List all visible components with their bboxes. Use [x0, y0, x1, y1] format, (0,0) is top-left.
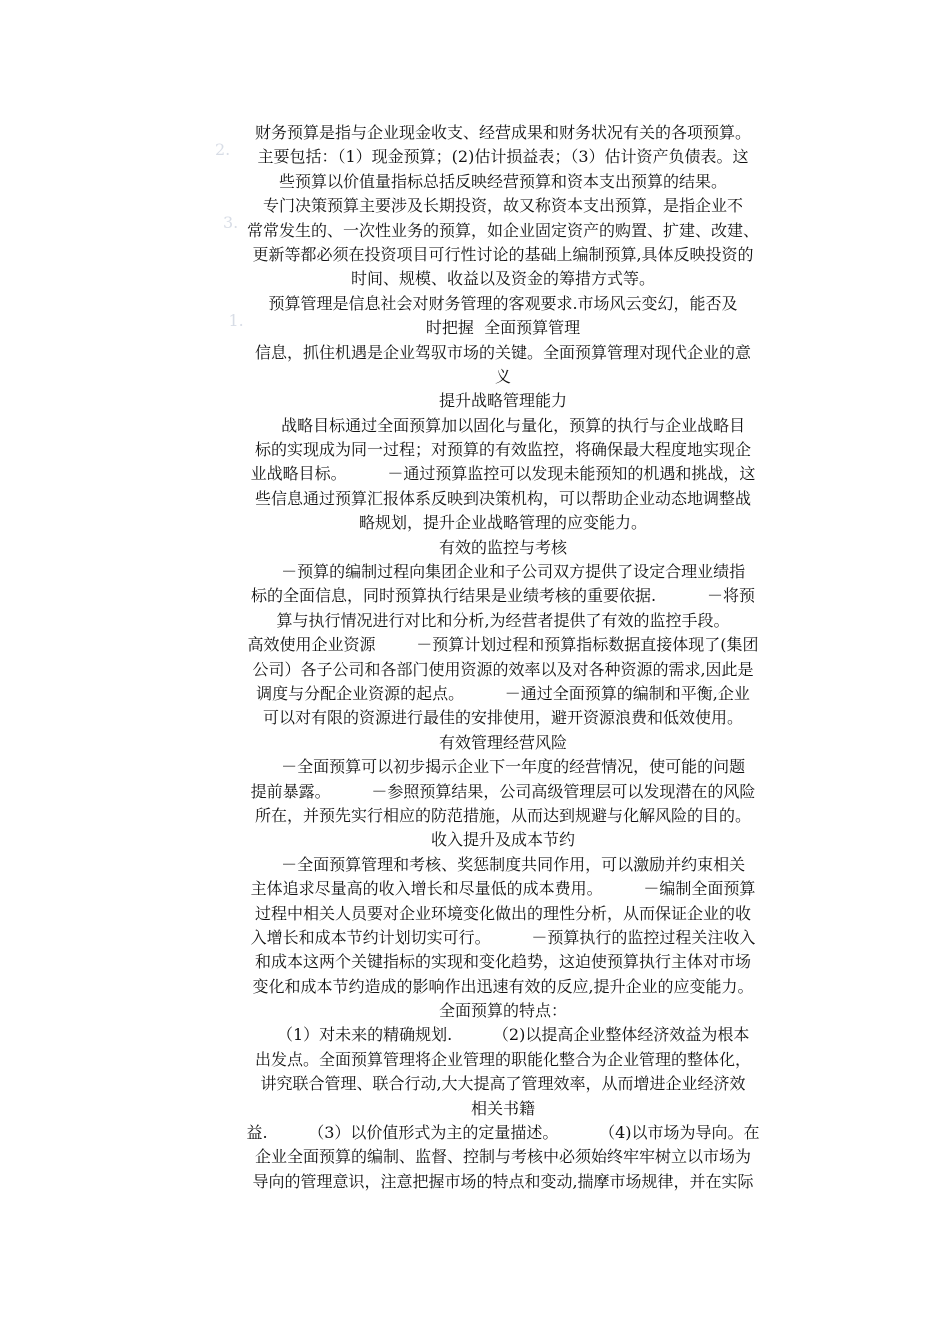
text-line: 1. 预算管理是信息社会对财务管理的客观要求.市场风云变幻，能否及	[228, 293, 738, 330]
text-line: 变化和成本节约造成的影响作出迅速有效的反应,提升企业的应变能力。	[252, 976, 754, 996]
text-line: 略规划，提升企业战略管理的应变能力。	[358, 513, 647, 533]
text-line: －全面预算可以初步揭示企业下一年度的经营情况，使可能的问题	[260, 757, 746, 777]
document-body	[198, 121, 808, 1194]
text-line: 主要包括：（1）现金预算；(2)估计损益表；（3）估计资产负债表。这	[257, 147, 749, 167]
text-line: 常常发生的、一次性业务的预算，如企业固定资产的购置、扩建、改建、	[246, 220, 759, 240]
text-line: －预算的编制过程向集团企业和子公司双方提供了设定合理业绩指	[260, 562, 746, 582]
section-heading: 提升战略管理能力	[438, 391, 567, 411]
text-line: 些信息通过预算汇报体系反映到决策机构，可以帮助企业动态地调整战	[254, 488, 751, 508]
text-line: 信息，抓住机遇是企业驾驭市场的关键。全面预算管理对现代企业的意	[254, 342, 751, 362]
text-line: －全面预算管理和考核、奖惩制度共同作用，可以激励并约束相关	[260, 854, 746, 874]
section-heading: 有效管理经营风险	[438, 732, 567, 752]
text-line: 公司）各子公司和各部门使用资源的效率以及对各种资源的需求,因此是	[252, 659, 754, 679]
text-line: 标的全面信息，同时预算执行结果是业绩考核的重要依据. －将预	[251, 586, 755, 606]
text-line: 导向的管理意识，注意把握市场的特点和变动,揣摩市场规律，并在实际	[252, 1171, 754, 1191]
text-line: 益. （3）以价值形式为主的定量描述。 （4)以市场为导向。在	[246, 1123, 760, 1143]
section-heading: 有效的监控与考核	[438, 537, 567, 557]
text-line: （1）对未来的精确规划. （2)以提高企业整体经济效益为根本	[256, 1025, 750, 1045]
text-line: 企业全面预算的编制、监督、控制与考核中必须始终牢牢树立以市场为	[254, 1147, 751, 1167]
text-line: 2. 财务预算是指与企业现金收支、经营成果和财务状况有关的各项预算。	[214, 123, 751, 159]
text-line: 3. 专门决策预算主要涉及长期投资，故又称资本支出预算，是指企业不	[222, 196, 743, 233]
text-line: 业战略目标。 －通过预算监控可以发现未能预知的机遇和挑战，这	[250, 464, 756, 484]
text-line: 过程中相关人员要对企业环境变化做出的理性分析，从而保证企业的收	[254, 903, 751, 923]
text-line: 和成本这两个关键指标的实现和变化趋势，这迫使预算执行主体对市场	[254, 952, 751, 972]
text-line: 提前暴露。 －参照预算结果，公司高级管理层可以发现潜在的风险	[250, 781, 756, 801]
text-line: 主体追求尽量高的收入增长和尽量低的成本费用。 －编制全面预算	[250, 879, 756, 899]
section-heading: 收入提升及成本节约	[430, 830, 575, 850]
text-line: 高效使用企业资源 －预算计划过程和预算指标数据直接体现了(集团	[247, 635, 759, 655]
text-line: 标的实现成为同一过程；对预算的有效监控，将确保最大程度地实现企	[254, 440, 751, 460]
section-heading: 全面预算的特点：	[438, 1001, 567, 1021]
text-line: 义	[494, 366, 511, 386]
text-line: 算与执行情况进行对比和分析,为经营者提供了有效的监控手段。	[276, 610, 730, 630]
text-line: 时把握 全面预算管理	[425, 318, 581, 338]
text-line: 调度与分配企业资源的起点。 －通过全面预算的编制和平衡,企业	[256, 683, 750, 703]
section-heading: 相关书籍	[470, 1098, 535, 1118]
text-line: 更新等都必须在投资项目可行性讨论的基础上编制预算,具体反映投资的	[252, 244, 754, 264]
text-line: 时间、规模、收益以及资金的筹措方式等。	[350, 269, 655, 289]
text-line: 战略目标通过全面预算加以固化与量化，预算的执行与企业战略目	[260, 415, 746, 435]
text-line: 可以对有限的资源进行最佳的安排使用，避开资源浪费和低效使用。	[262, 708, 743, 728]
text-line: 出发点。全面预算管理将企业管理的职能化整合为企业管理的整体化，	[254, 1049, 751, 1069]
text-line: 讲究联合管理、联合行动,大大提高了管理效率，从而增进企业经济效	[260, 1074, 746, 1094]
text-line: 所在，并预先实行相应的防范措施，从而达到规避与化解风险的目的。	[254, 805, 751, 825]
text-line: 入增长和成本节约计划切实可行。 －预算执行的监控过程关注收入	[250, 927, 756, 947]
text-line: 些预算以价值量指标总括反映经营预算和资本支出预算的结果。	[278, 171, 727, 191]
